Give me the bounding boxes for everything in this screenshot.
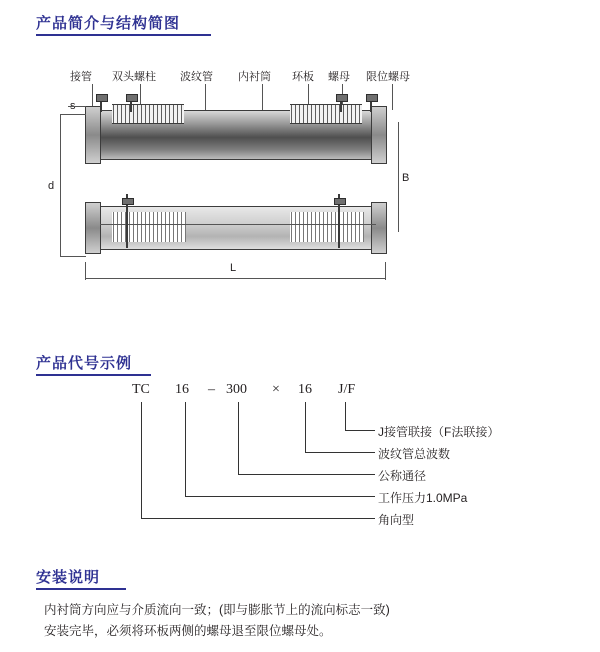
code-token-jf: J/F — [338, 382, 356, 397]
callout-label-luomu: 螺母 — [328, 71, 350, 83]
code-desc-jiaoxiang: 角向型 — [378, 513, 415, 527]
dim-tick-L-left — [85, 262, 86, 280]
code-leader-yali-h — [185, 496, 375, 497]
callout-label-jieguan: 接管 — [70, 71, 92, 83]
flange-left-top — [85, 106, 101, 164]
callout-label-neichentong: 内衬筒 — [238, 71, 271, 83]
bellows-right-top — [290, 104, 362, 124]
centerline-bottom — [100, 224, 376, 225]
code-token-16b: 16 — [298, 382, 312, 397]
code-token-16a: 16 — [175, 382, 189, 397]
dim-tick-L-right — [385, 262, 386, 280]
section-rule-structure — [36, 34, 211, 36]
code-token-times: × — [272, 382, 280, 397]
code-leader-jiaoxiang — [141, 402, 142, 518]
callout-label-shuangtou-luozhu: 双头螺柱 — [112, 71, 156, 83]
bellows-right-bottom — [290, 212, 364, 242]
limit-nut-top — [366, 94, 378, 102]
flange-right-bottom — [371, 202, 387, 254]
install-line-2: 安装完毕，必须将环板两侧的螺母退至限位螺母处。 — [44, 624, 332, 638]
flange-left-bottom — [85, 202, 101, 254]
leader-line-xianwei-luomu — [392, 84, 393, 110]
code-leader-tongjing-h — [238, 474, 375, 475]
code-leader-tongjing — [238, 402, 239, 474]
dim-label-L: L — [230, 262, 237, 274]
section-title-code: 产品代号示例 — [36, 355, 133, 372]
code-leader-jf-h — [345, 430, 375, 431]
callout-label-bowenguan: 波纹管 — [180, 71, 213, 83]
bellows-left-bottom — [112, 212, 186, 242]
section-rule-install — [36, 588, 126, 590]
structure-diagram — [40, 62, 560, 302]
tie-rod-nut-left — [122, 198, 134, 205]
code-token-dash: – — [208, 382, 215, 397]
product-code-diagram — [40, 382, 560, 542]
flange-right-top — [371, 106, 387, 164]
code-token-tc: TC — [132, 382, 150, 397]
dim-label-B: B — [402, 172, 410, 184]
install-line-1: 内衬筒方向应与介质流向一致；(即与膨胀节上的流向标志一致) — [44, 603, 390, 617]
code-desc-jf: J接管联接（F法联接） — [378, 425, 500, 439]
code-leader-jf — [345, 402, 346, 430]
section-title-install: 安装说明 — [36, 569, 101, 586]
callout-label-xianwei-luomu: 限位螺母 — [366, 71, 410, 83]
code-leader-jiaoxiang-h — [141, 518, 375, 519]
dim-tick-d-top — [60, 114, 86, 115]
dim-line-d — [60, 114, 61, 256]
bellows-left-top — [112, 104, 184, 124]
nut-left-top — [96, 94, 108, 102]
code-desc-yali: 工作压力1.0MPa — [378, 491, 468, 505]
section-title-structure: 产品简介与结构简图 — [36, 15, 181, 32]
code-token-300: 300 — [226, 382, 247, 397]
dim-line-B — [398, 122, 399, 232]
dim-label-d: d — [48, 180, 55, 192]
callout-label-huanban: 环板 — [292, 71, 314, 83]
tie-rod-nut-right — [334, 198, 346, 205]
nut-left2-top — [126, 94, 138, 102]
nut-right-top — [336, 94, 348, 102]
code-leader-yali — [185, 402, 186, 496]
code-leader-bowen-h — [305, 452, 375, 453]
code-desc-bowen: 波纹管总波数 — [378, 447, 451, 461]
code-desc-tongjing: 公称通径 — [378, 469, 427, 483]
code-leader-bowen — [305, 402, 306, 452]
dim-tick-s — [68, 106, 86, 107]
section-rule-code — [36, 374, 151, 376]
dim-line-L — [85, 278, 385, 279]
dim-tick-d-bottom — [60, 256, 86, 257]
install-instructions — [44, 600, 564, 642]
